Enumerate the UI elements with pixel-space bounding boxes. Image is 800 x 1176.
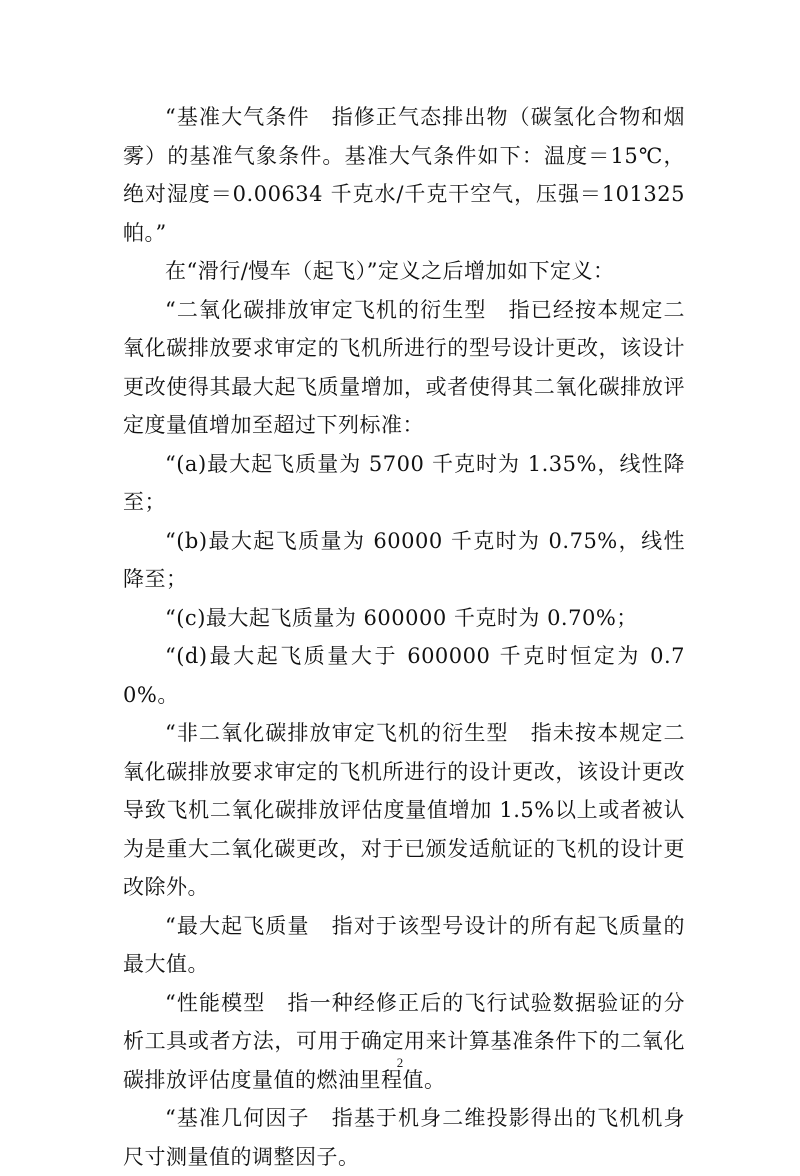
paragraph-insert-instruction: 在“滑行/慢车（起飞）”定义之后增加如下定义： [165, 259, 615, 283]
paragraph-reference-atmosphere: “基准大气条件 指修正气态排出物（碳氢化合物和烟雾）的基准气象条件。基准大气条件如下：温度＝15℃，绝对湿度＝0.00634 千克水/千克干空气，压强＝101325 帕。” [123, 105, 685, 245]
paragraph-reference-geometric-factor: “基准几何因子 指基于机身二维投影得出的飞机机身尺寸测量值的调整因子。 [123, 1106, 685, 1169]
list-item-b: “(b)最大起飞质量为 60000 千克时为 0.75%，线性降至； [123, 528, 685, 591]
paragraph-max-takeoff-mass: “最大起飞质量 指对于该型号设计的所有起飞质量的最大值。 [123, 913, 685, 976]
list-item-c: “(c)最大起飞质量为 600000 千克时为 0.70%； [165, 605, 638, 630]
list-item-a: “(a)最大起飞质量为 5700 千克时为 1.35%，线性降至； [123, 451, 685, 514]
paragraph-performance-model: “性能模型 指一种经修正后的飞行试验数据验证的分析工具或者方法，可用于确定用来计算基准条件下的二氧化碳排放评估度量值的燃油里程值。 [123, 990, 685, 1092]
paragraph-co2-certified-derivative: “二氧化碳排放审定飞机的衍生型 指已经按本规定二氧化碳排放要求审定的飞机所进行的型号设计更改，该设计更改使得其最大起飞质量增加，或者使得其二氧化碳排放评定度量值增加至超过下列标准： [123, 297, 685, 437]
page-number: 2 [396, 1055, 404, 1070]
list-item-d: “(d)最大起飞质量大于 600000 千克时恒定为 0.70%。 [123, 644, 685, 707]
paragraph-non-co2-certified-derivative: “非二氧化碳排放审定飞机的衍生型 指未按本规定二氧化碳排放要求审定的飞机所进行的设计更改，该设计更改导致飞机二氧化碳排放评估度量值增加 1.5%以上或者被认为是重大二氧化碳更改，对于已颁发适航证的飞机的设计更改除外。 [123, 721, 685, 899]
document-body [123, 98, 685, 1176]
